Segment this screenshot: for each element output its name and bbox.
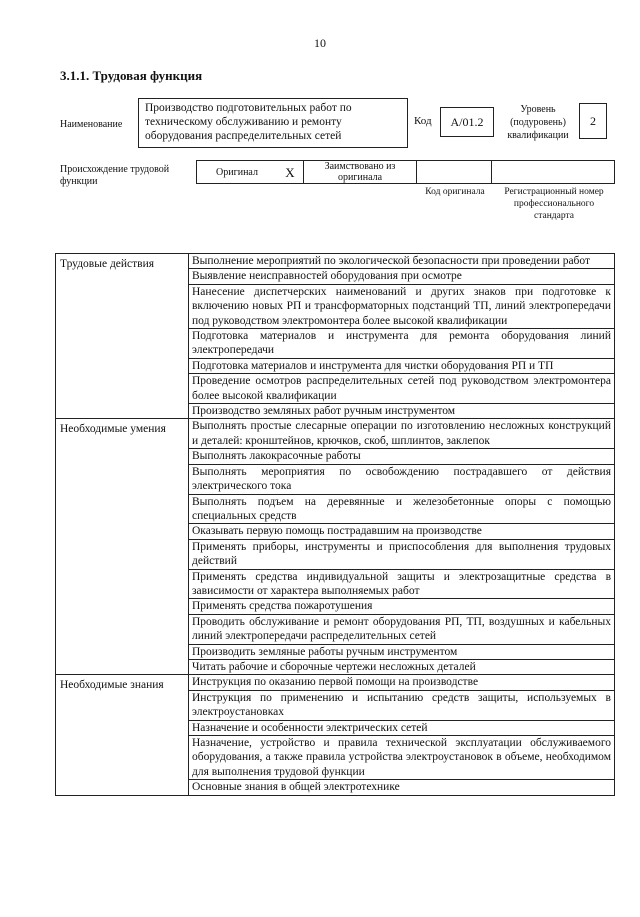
list-item: Выявление неисправностей оборудования при осмотре <box>189 269 615 284</box>
list-item: Выполнять мероприятия по освобождению пострадавшего от действия электрического тока <box>189 464 615 494</box>
list-item: Инструкция по применению и испытанию средств защиты, используемых в электроустановках <box>189 690 615 720</box>
function-table <box>55 253 615 796</box>
origin-table <box>196 160 615 184</box>
list-item: Инструкция по оказанию первой помощи на производстве <box>189 675 615 690</box>
code-label: Код <box>414 115 432 127</box>
borrowed-label: Заимствовано из оригинала <box>304 161 417 184</box>
table-row <box>56 419 615 449</box>
level-value: 2 <box>579 103 607 139</box>
original-label: Оригинал <box>197 161 278 184</box>
name-label: Наименование <box>60 119 123 130</box>
list-item: Производить земляные работы ручным инструментом <box>189 644 615 659</box>
list-item: Оказывать первую помощь пострадавшим на производстве <box>189 524 615 539</box>
list-item: Выполнять лакокрасочные работы <box>189 449 615 464</box>
reg-number-cell <box>492 161 615 184</box>
reg-number-label: Регистрационный номер профессионального стандарта <box>504 187 604 221</box>
list-item: Выполнять простые слесарные операции по изготовлению несложных конструкций и деталей: кронштейнов, крючков, скоб, шплинтов, заклепок <box>189 419 615 449</box>
list-item: Читать рабочие и сборочные чертежи несложных деталей <box>189 659 615 674</box>
section-title: 3.1.1. Трудовая функция <box>60 68 203 83</box>
code-original-cell <box>417 161 492 184</box>
table-row <box>56 254 615 269</box>
list-item: Выполнение мероприятий по экологической безопасности при проведении работ <box>189 254 615 269</box>
level-label: Уровень (подуровень) квалификации <box>507 104 569 141</box>
list-item: Применять средства индивидуальной защиты и электрозащитные средства в зависимости от характера выполняемых работ <box>189 569 615 599</box>
list-item: Производство земляных работ ручным инструментом <box>189 404 615 419</box>
section-category: Необходимые знания <box>56 675 189 795</box>
list-item: Выполнять подъем на деревянные и железобетонные опоры с помощью специальных средств <box>189 494 615 524</box>
list-item: Проведение осмотров распределительных сетей под руководством электромонтера более высокой квалификации <box>189 374 615 404</box>
code-value: А/01.2 <box>440 107 494 137</box>
table-row <box>56 675 615 690</box>
page-number: 10 <box>314 36 326 50</box>
list-item: Назначение, устройство и правила технической эксплуатации обслуживаемого оборудования, а также правила устройства электроустановок в объеме, необходимом для выполнения трудовой функции <box>189 736 615 780</box>
list-item: Нанесение диспетчерских наименований и других знаков при подготовке к включению новых РП и трансформаторных подстанций ТП, линий электропередачи под руководством электромонтера более высокой квалификации <box>189 284 615 328</box>
list-item: Применять приборы, инструменты и приспособления для выполнения трудовых действий <box>189 539 615 569</box>
list-item: Назначение и особенности электрических сетей <box>189 720 615 735</box>
function-name-value: Производство подготовительных работ по техническому обслуживанию и ремонту оборудования распределительных сетей <box>138 98 408 148</box>
original-mark: X <box>277 161 304 184</box>
list-item: Основные знания в общей электротехнике <box>189 780 615 795</box>
list-item: Применять средства пожаротушения <box>189 599 615 614</box>
list-item: Проводить обслуживание и ремонт оборудования РП, ТП, воздушных и кабельных линий электропередачи распределительных сетей <box>189 614 615 644</box>
code-original-label: Код оригинала <box>425 187 485 197</box>
list-item: Подготовка материалов и инструмента для чистки оборудования РП и ТП <box>189 358 615 373</box>
section-category: Трудовые действия <box>56 254 189 419</box>
section-category: Необходимые умения <box>56 419 189 675</box>
origin-label: Происхождение трудовой функции <box>60 164 170 187</box>
list-item: Подготовка материалов и инструмента для ремонта оборудования линий электропередачи <box>189 329 615 359</box>
